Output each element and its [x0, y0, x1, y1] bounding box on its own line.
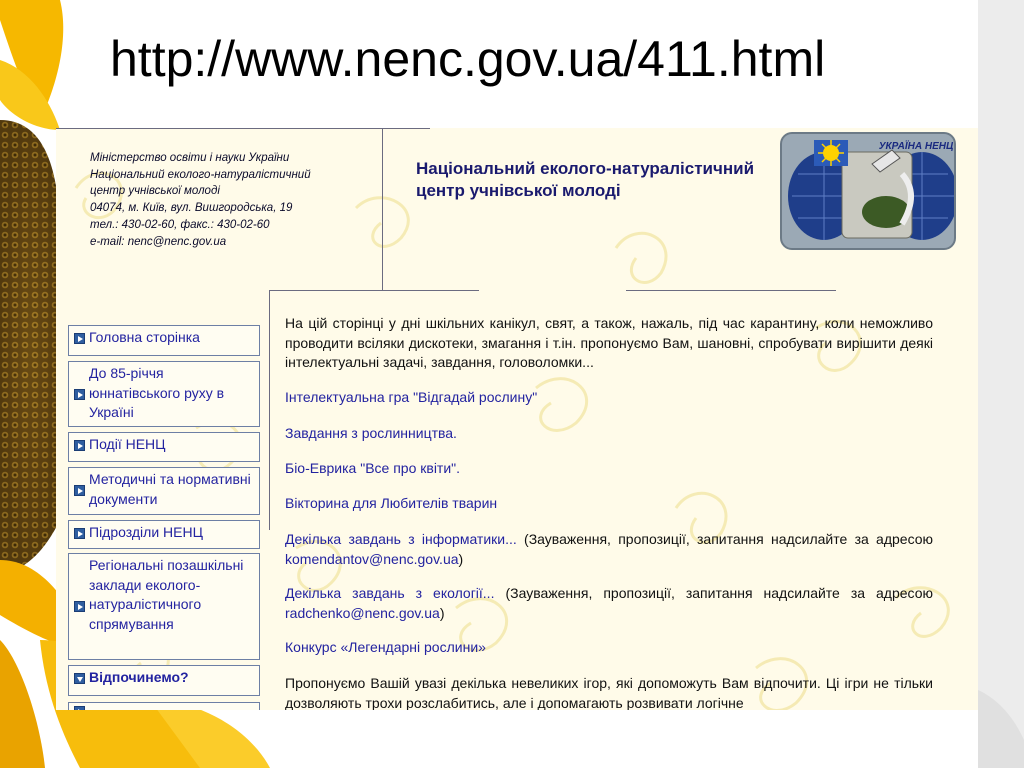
arrow-right-icon [74, 601, 85, 612]
nav-label: Події НЕНЦ [89, 436, 166, 452]
contact-address [90, 150, 311, 250]
arrow-right-icon [74, 389, 85, 400]
link-legendary-plants[interactable]: Конкурс «Легендарні рослини» [285, 639, 486, 655]
divider [269, 290, 479, 291]
nav-next[interactable] [68, 702, 260, 710]
arrow-right-icon [74, 333, 85, 344]
nav-documents[interactable] [68, 467, 260, 515]
arrow-right-icon [74, 706, 85, 710]
link-bio-eureka[interactable]: Біо-Еврика "Все про квіти". [285, 460, 461, 476]
divider [56, 128, 430, 129]
email-radchenko[interactable]: radchenko@nenc.gov.ua [285, 604, 440, 621]
nav-85-anniversary[interactable] [68, 361, 260, 427]
nav-label: Методичні та нормативні документи [89, 471, 251, 507]
web-page-screenshot [56, 128, 978, 710]
divider [382, 128, 383, 290]
link-animal-quiz[interactable]: Вікторина для Любителів тварин [285, 495, 498, 511]
link-informatics[interactable]: Декілька завдань з інформатики... [285, 531, 517, 547]
nav-regional[interactable] [68, 553, 260, 660]
informatics-block [285, 530, 933, 569]
email-komendantov[interactable]: komendantov@nenc.gov.ua [285, 550, 459, 567]
divider [269, 290, 270, 530]
site-title: Національний еколого-натуралістичний центр учнівської молоді [416, 159, 755, 200]
slide-title: http://www.nenc.gov.ua/411.html [110, 31, 826, 87]
address-line: тел.: 430-02-60, факс.: 430-02-60 [90, 218, 270, 231]
nav-departments[interactable] [68, 520, 260, 549]
informatics-note: (Зауваження, пропозиції, запитання надсилайте за адресою [516, 531, 934, 547]
nav-events[interactable] [68, 432, 260, 462]
address-line: Національний еколого-натуралістичний [90, 168, 311, 181]
arrow-right-icon [74, 440, 85, 451]
address-line: центр учнівської молоді [90, 185, 220, 198]
outro-text: Пропонуємо Вашій увазі декілька невеликих ігор, які допоможуть Вам відпочити. Ці ігри не тільки дозволяють трохи розслабитись, але і допомагають розвивати логічне [285, 675, 933, 710]
nav-label: Підрозділи НЕНЦ [89, 524, 203, 540]
address-line: e-mail: nenc@nenc.gov.ua [90, 235, 227, 248]
ecology-note: (Зауваження, пропозиції, запитання надсилайте за адресою [494, 585, 933, 601]
informatics-close: ) [458, 550, 464, 567]
nav-rest[interactable] [68, 665, 260, 696]
intro-text: На цій сторінці у дні шкільних канікул, свят, а також, нажаль, під час карантину, коли неможливо проводити всіляки дискотеки, змагання і т.ін. пропонуємо Вам, шановні, спробувати вирішити деякі інтелектуальні задачі, завдання, головоломки... [285, 315, 933, 370]
ecology-block [285, 584, 933, 623]
link-guess-plant[interactable]: Інтелектуальна гра "Відгадай рослину" [285, 389, 538, 405]
divider [626, 290, 836, 291]
ecology-close: ) [439, 604, 445, 621]
nav-label: До 85-річчя юннатівського руху в Україні [89, 365, 225, 420]
nav-label: Головна сторінка [89, 329, 200, 345]
logo-text-1: УКРАЇНА НЕНЦ [878, 141, 954, 152]
arrow-right-icon [74, 528, 85, 539]
address-line: 04074, м. Київ, вул. Вишгородська, 19 [90, 202, 293, 215]
nenc-logo [780, 132, 956, 250]
arrow-right-icon [74, 485, 85, 496]
link-plant-tasks[interactable]: Завдання з рослинництва. [285, 425, 457, 441]
address-line: Міністерство освіти і науки України [90, 152, 290, 164]
link-ecology[interactable]: Декілька завдань з екології... [285, 585, 495, 601]
arrow-down-icon [74, 673, 85, 684]
nav-home[interactable] [68, 325, 260, 356]
nav-label: Регіональні позашкільні заклади еколого-натуралістичного спрямування [89, 557, 244, 632]
nav-label: Відпочинемо? [89, 669, 189, 685]
